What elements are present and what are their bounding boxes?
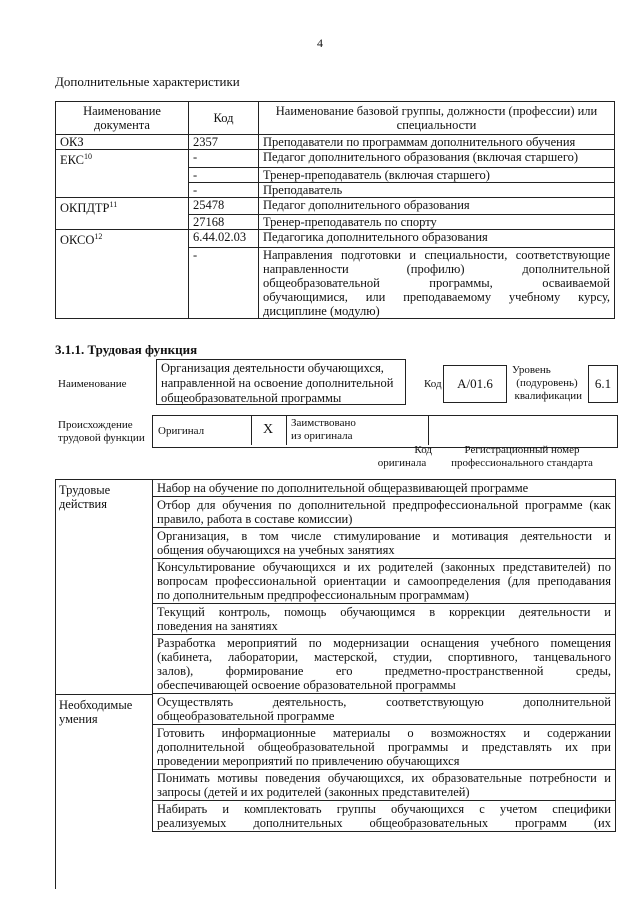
code-cell: 6.44.02.03 bbox=[189, 230, 259, 248]
origin-label-line: Происхождение bbox=[58, 419, 133, 431]
skill-item-line: проведении мероприятий по привлечению обучающихся bbox=[157, 754, 460, 768]
table-row bbox=[153, 480, 616, 497]
name-line: Направления подготовки и специальности, соответствующие bbox=[263, 247, 610, 262]
page-number: 4 bbox=[317, 36, 323, 50]
code-cell: - bbox=[189, 182, 259, 197]
name-line: обучающимися, или преподаваемому учебному курсу, bbox=[263, 289, 610, 304]
borrowed-line: из оригинала bbox=[291, 430, 353, 442]
table-row bbox=[56, 135, 615, 150]
code-cell: 25478 bbox=[189, 197, 259, 215]
name-cell: Педагог дополнительного образования (включая старшего) bbox=[259, 150, 615, 168]
document-name: ОКСО bbox=[60, 233, 95, 248]
section-title: Дополнительные характеристики bbox=[55, 74, 240, 89]
document-cell bbox=[56, 215, 189, 230]
action-item-line: Организация, в том числе стимулирование и мотивация деятельности и bbox=[157, 529, 611, 543]
header-code: Код bbox=[189, 102, 259, 135]
table-row bbox=[56, 150, 615, 168]
table-row bbox=[56, 247, 615, 318]
reg-number-line: Регистрационный номер bbox=[464, 444, 580, 456]
name-label: Наименование bbox=[58, 378, 127, 390]
table-row bbox=[56, 182, 615, 197]
name-cell: Преподаватель bbox=[259, 182, 615, 197]
reg-number-label bbox=[428, 444, 616, 470]
code-original-label bbox=[372, 444, 432, 470]
action-item-line: Разработка мероприятий по модернизации оснащения учебного помещения bbox=[157, 636, 611, 650]
action-item-line: обеспечивающей освоение образовательной программы bbox=[157, 678, 456, 692]
action-item bbox=[153, 604, 616, 635]
document-cell bbox=[56, 167, 189, 182]
origin-divider bbox=[251, 416, 252, 445]
level-value-box: 6.1 bbox=[588, 365, 618, 403]
document-cell bbox=[56, 247, 189, 318]
name-cell: Преподаватели по программам дополнительного обучения bbox=[259, 135, 615, 150]
action-item bbox=[153, 497, 616, 528]
skill-item-line: Набирать и комплектовать группы обучающихся с учетом специфики bbox=[157, 802, 611, 816]
action-item-line: залов), формирование его предметно-пространственной среды, bbox=[157, 664, 611, 678]
document-cell bbox=[56, 197, 189, 215]
skill-item-line: общеобразовательной программе bbox=[157, 709, 335, 723]
table-row bbox=[153, 725, 616, 770]
header-document: Наименование документа bbox=[56, 102, 189, 135]
code-label: Код bbox=[424, 378, 442, 390]
name-line: общеобразовательной программы, осваиваемой bbox=[263, 275, 610, 290]
table-row bbox=[153, 635, 616, 694]
skill-item bbox=[153, 770, 616, 801]
skill-item bbox=[153, 725, 616, 770]
level-label-line: (подуровень) bbox=[516, 377, 578, 389]
level-label bbox=[512, 364, 582, 403]
skill-item bbox=[153, 801, 616, 832]
code-cell: - bbox=[189, 247, 259, 318]
original-mark: X bbox=[263, 422, 274, 437]
table-row bbox=[56, 167, 615, 182]
function-details-table bbox=[152, 479, 616, 832]
document-cell bbox=[56, 150, 189, 168]
borrowed-label bbox=[291, 417, 356, 443]
table-row bbox=[153, 559, 616, 604]
document-name: ЕКС bbox=[60, 153, 84, 168]
name-cell bbox=[259, 247, 615, 318]
document-cell bbox=[56, 135, 189, 150]
action-item-line: Набор на обучение по дополнительной общеразвивающей программе bbox=[157, 481, 529, 495]
code-original-line: Код bbox=[414, 444, 432, 456]
action-item-line: по дополнительным предпрофессиональным программам) bbox=[157, 588, 469, 602]
reg-number-line: профессионального стандарта bbox=[451, 457, 593, 469]
skill-item-line: Готовить информационные материалы о возможностях и содержании bbox=[157, 726, 611, 740]
document-footnote: 10 bbox=[84, 152, 92, 161]
level-label-line: квалификации bbox=[514, 390, 582, 402]
table-row bbox=[153, 604, 616, 635]
origin-label bbox=[58, 419, 145, 445]
name-cell: Педагог дополнительного образования bbox=[259, 197, 615, 215]
function-name-line: направленной на освоение дополнительной bbox=[161, 376, 394, 390]
document-footnote: 12 bbox=[94, 232, 103, 242]
table-row bbox=[56, 215, 615, 230]
code-original-line: оригинала bbox=[377, 457, 427, 469]
header-name: Наименование базовой группы, должности (профессии) или специальности bbox=[259, 102, 615, 135]
skill-item-line: дополнительной общеобразовательной программы и представлять их при bbox=[157, 740, 611, 754]
action-item-line: Консультирование обучающихся и их родителей (законных представителей) по bbox=[157, 560, 611, 574]
action-item-line: Отбор для обучения по дополнительной предпрофессиональной программе (как bbox=[157, 498, 611, 512]
action-item bbox=[153, 480, 616, 497]
action-item-line: Текущий контроль, помощь обучающимся в коррекции деятельности и bbox=[157, 605, 611, 619]
original-label: Оригинал bbox=[158, 425, 205, 437]
action-item-line: вопросам профессиональной ориентации и самоопределения (для преподавания bbox=[157, 574, 611, 588]
name-cell: Тренер-преподаватель по спорту bbox=[259, 215, 615, 230]
skill-item-line: запросы (детей и их родителей (законных представителей) bbox=[157, 785, 470, 799]
level-label-line: Уровень bbox=[512, 364, 551, 376]
code-cell: - bbox=[189, 150, 259, 168]
action-item bbox=[153, 528, 616, 559]
document-name: ОКЗ bbox=[60, 135, 84, 149]
table-row bbox=[56, 197, 615, 215]
skill-item-line: реализуемых дополнительных общеобразовательных программ (их bbox=[157, 816, 611, 830]
table-row bbox=[153, 801, 616, 832]
table-row bbox=[153, 528, 616, 559]
document-cell bbox=[56, 230, 189, 248]
function-name-line: общеобразовательной программы bbox=[161, 391, 342, 405]
code-cell: 27168 bbox=[189, 215, 259, 230]
table-row bbox=[153, 694, 616, 725]
name-cell: Педагогика дополнительного образования bbox=[259, 230, 615, 248]
action-item-line: правило, работа в составе комиссии) bbox=[157, 512, 353, 526]
skill-item-line: Осуществлять деятельность, соответствующую дополнительной bbox=[157, 695, 611, 709]
code-cell: - bbox=[189, 167, 259, 182]
action-item-line: общения обучающихся на учебных занятиях bbox=[157, 543, 395, 557]
skill-item bbox=[153, 694, 616, 725]
classification-table bbox=[55, 101, 615, 319]
table-row bbox=[153, 770, 616, 801]
table-row bbox=[153, 497, 616, 528]
category-column bbox=[55, 479, 152, 889]
function-name-box bbox=[156, 359, 406, 405]
borrowed-line: Заимствовано bbox=[291, 417, 356, 429]
origin-divider bbox=[428, 416, 429, 445]
name-line: дисциплине (модулю) bbox=[263, 303, 380, 318]
function-title: 3.1.1. Трудовая функция bbox=[55, 342, 198, 357]
action-item bbox=[153, 635, 616, 694]
actions-label: Трудовые действия bbox=[59, 483, 111, 511]
action-item-line: (кабинета, лаборатории, мастерской, студии, спортивного, танцевального bbox=[157, 650, 611, 664]
code-cell: 2357 bbox=[189, 135, 259, 150]
name-line: направленности (профилю) дополнительной bbox=[263, 261, 610, 276]
document-footnote: 11 bbox=[109, 199, 118, 209]
table-row bbox=[56, 230, 615, 248]
skills-label: Необходимые умения bbox=[59, 698, 133, 726]
origin-divider bbox=[286, 416, 287, 445]
document-name: ОКПДТР bbox=[60, 200, 110, 215]
function-name-line: Организация деятельности обучающихся, bbox=[161, 361, 384, 375]
action-item-line: поведения на занятиях bbox=[157, 619, 278, 633]
function-code-box: А/01.6 bbox=[443, 365, 507, 403]
action-item bbox=[153, 559, 616, 604]
skill-item-line: Понимать мотивы поведения обучающихся, их образовательные потребности и bbox=[157, 771, 611, 785]
name-cell: Тренер-преподаватель (включая старшего) bbox=[259, 167, 615, 182]
origin-label-line: трудовой функции bbox=[58, 432, 145, 444]
document-cell bbox=[56, 182, 189, 197]
category-divider bbox=[55, 694, 152, 695]
